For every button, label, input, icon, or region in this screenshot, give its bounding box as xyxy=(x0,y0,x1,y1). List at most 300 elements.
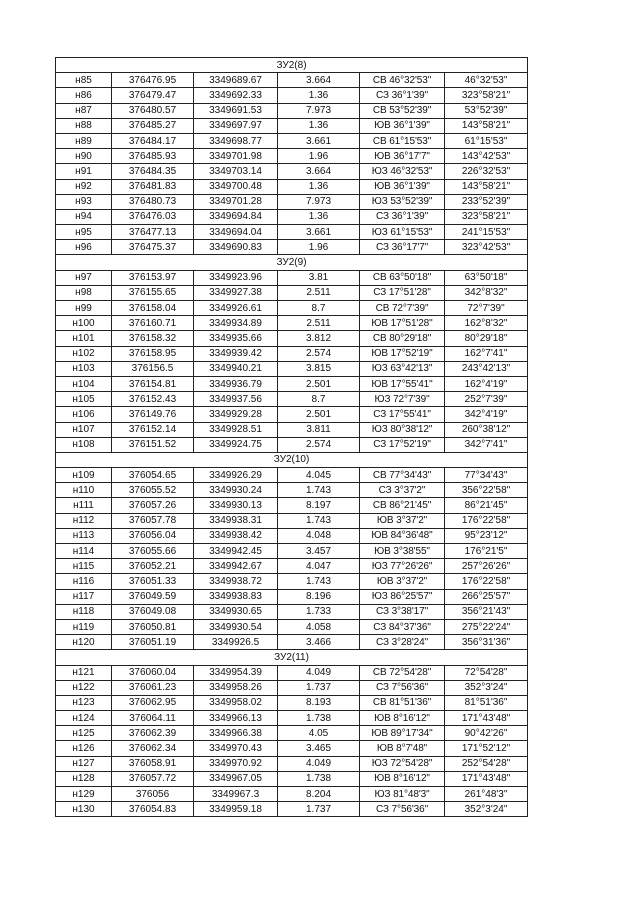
rhumb-cell: ЮЗ 72°7'39" xyxy=(360,392,445,407)
point-id-cell: н116 xyxy=(56,574,112,589)
point-id-cell: н91 xyxy=(56,164,112,179)
coord-x-cell: 376056.04 xyxy=(112,528,194,543)
point-id-cell: н129 xyxy=(56,787,112,802)
table-row xyxy=(56,787,528,802)
length-cell: 1.737 xyxy=(278,680,360,695)
table-row xyxy=(56,240,528,255)
length-cell: 2.511 xyxy=(278,285,360,300)
coord-y-cell: 3349930.24 xyxy=(194,483,278,498)
point-id-cell: н118 xyxy=(56,604,112,619)
length-cell: 4.045 xyxy=(278,468,360,483)
coord-x-cell: 376050.81 xyxy=(112,619,194,634)
table-row xyxy=(56,544,528,559)
coord-x-cell: 376055.66 xyxy=(112,544,194,559)
length-cell: 1.36 xyxy=(278,179,360,194)
length-cell: 4.05 xyxy=(278,726,360,741)
rhumb-cell: ЮЗ 81°48'3" xyxy=(360,787,445,802)
coord-x-cell: 376158.95 xyxy=(112,346,194,361)
point-id-cell: н103 xyxy=(56,361,112,376)
rhumb-cell: СЗ 3°28'24" xyxy=(360,635,445,650)
table-row xyxy=(56,665,528,680)
coord-x-cell: 376057.72 xyxy=(112,771,194,786)
table-row xyxy=(56,346,528,361)
table-row xyxy=(56,468,528,483)
rhumb-cell: ЮВ 3°37'2" xyxy=(360,574,445,589)
coord-y-cell: 3349701.98 xyxy=(194,149,278,164)
coord-x-cell: 376485.27 xyxy=(112,118,194,133)
length-cell: 2.501 xyxy=(278,407,360,422)
coordinates-table xyxy=(55,57,528,817)
table-row xyxy=(56,604,528,619)
coord-x-cell: 376480.73 xyxy=(112,194,194,209)
rhumb-cell: ЮЗ 72°54'28" xyxy=(360,756,445,771)
point-id-cell: н113 xyxy=(56,528,112,543)
table-row xyxy=(56,695,528,710)
azimuth-cell: 352°3'24" xyxy=(445,802,528,817)
rhumb-cell: ЮВ 84°36'48" xyxy=(360,528,445,543)
coord-y-cell: 3349970.43 xyxy=(194,741,278,756)
point-id-cell: н110 xyxy=(56,483,112,498)
coord-x-cell: 376061.23 xyxy=(112,680,194,695)
coord-y-cell: 3349928.51 xyxy=(194,422,278,437)
coord-x-cell: 376062.39 xyxy=(112,726,194,741)
point-id-cell: н102 xyxy=(56,346,112,361)
table-row xyxy=(56,726,528,741)
coord-x-cell: 376057.26 xyxy=(112,498,194,513)
table-row xyxy=(56,407,528,422)
azimuth-cell: 95°23'12" xyxy=(445,528,528,543)
table-row xyxy=(56,133,528,148)
coord-y-cell: 3349954.39 xyxy=(194,665,278,680)
coord-x-cell: 376054.83 xyxy=(112,802,194,817)
point-id-cell: н126 xyxy=(56,741,112,756)
rhumb-cell: СЗ 36°17'7" xyxy=(360,240,445,255)
rhumb-cell: ЮВ 3°37'2" xyxy=(360,513,445,528)
length-cell: 1.737 xyxy=(278,802,360,817)
azimuth-cell: 323°58'21" xyxy=(445,209,528,224)
coord-x-cell: 376151.52 xyxy=(112,437,194,452)
point-id-cell: н108 xyxy=(56,437,112,452)
section-title: ЗУ2(11) xyxy=(56,650,528,665)
table-row xyxy=(56,73,528,88)
rhumb-cell: СВ 53°52'39" xyxy=(360,103,445,118)
rhumb-cell: СЗ 17°52'19" xyxy=(360,437,445,452)
coord-y-cell: 3349930.13 xyxy=(194,498,278,513)
length-cell: 8.204 xyxy=(278,787,360,802)
length-cell: 8.196 xyxy=(278,589,360,604)
coord-x-cell: 376058.91 xyxy=(112,756,194,771)
section-header-row xyxy=(56,650,528,665)
point-id-cell: н111 xyxy=(56,498,112,513)
coord-x-cell: 376158.32 xyxy=(112,331,194,346)
table-row xyxy=(56,149,528,164)
point-id-cell: н112 xyxy=(56,513,112,528)
length-cell: 1.36 xyxy=(278,118,360,133)
table-row xyxy=(56,316,528,331)
length-cell: 7.973 xyxy=(278,194,360,209)
coord-y-cell: 3349958.02 xyxy=(194,695,278,710)
azimuth-cell: 162°4'19" xyxy=(445,376,528,391)
coord-y-cell: 3349690.83 xyxy=(194,240,278,255)
length-cell: 4.049 xyxy=(278,756,360,771)
azimuth-cell: 323°58'21" xyxy=(445,88,528,103)
coord-x-cell: 376051.33 xyxy=(112,574,194,589)
coord-y-cell: 3349936.79 xyxy=(194,376,278,391)
rhumb-cell: ЮВ 8°7'48" xyxy=(360,741,445,756)
rhumb-cell: СЗ 7°56'36" xyxy=(360,680,445,695)
length-cell: 3.457 xyxy=(278,544,360,559)
coord-x-cell: 376475.37 xyxy=(112,240,194,255)
azimuth-cell: 171°52'12" xyxy=(445,741,528,756)
length-cell: 3.81 xyxy=(278,270,360,285)
azimuth-cell: 171°43'48" xyxy=(445,771,528,786)
azimuth-cell: 252°54'28" xyxy=(445,756,528,771)
section-title: ЗУ2(9) xyxy=(56,255,528,270)
point-id-cell: н90 xyxy=(56,149,112,164)
coord-x-cell: 376052.21 xyxy=(112,559,194,574)
coord-y-cell: 3349701.28 xyxy=(194,194,278,209)
coord-y-cell: 3349930.54 xyxy=(194,619,278,634)
point-id-cell: н99 xyxy=(56,301,112,316)
section-title: ЗУ2(8) xyxy=(56,58,528,73)
point-id-cell: н98 xyxy=(56,285,112,300)
section-header-row xyxy=(56,452,528,467)
table-row xyxy=(56,361,528,376)
coord-y-cell: 3349694.04 xyxy=(194,225,278,240)
point-id-cell: н114 xyxy=(56,544,112,559)
coord-y-cell: 3349958.26 xyxy=(194,680,278,695)
rhumb-cell: СЗ 17°55'41" xyxy=(360,407,445,422)
coord-y-cell: 3349938.31 xyxy=(194,513,278,528)
point-id-cell: н109 xyxy=(56,468,112,483)
azimuth-cell: 260°38'12" xyxy=(445,422,528,437)
azimuth-cell: 176°22'58" xyxy=(445,574,528,589)
azimuth-cell: 90°42'26" xyxy=(445,726,528,741)
length-cell: 3.661 xyxy=(278,225,360,240)
coord-y-cell: 3349698.77 xyxy=(194,133,278,148)
coord-x-cell: 376149.76 xyxy=(112,407,194,422)
length-cell: 1.743 xyxy=(278,483,360,498)
point-id-cell: н122 xyxy=(56,680,112,695)
coord-y-cell: 3349940.21 xyxy=(194,361,278,376)
point-id-cell: н96 xyxy=(56,240,112,255)
azimuth-cell: 261°48'3" xyxy=(445,787,528,802)
coord-y-cell: 3349967.05 xyxy=(194,771,278,786)
coord-y-cell: 3349689.67 xyxy=(194,73,278,88)
azimuth-cell: 143°58'21" xyxy=(445,179,528,194)
length-cell: 1.743 xyxy=(278,574,360,589)
length-cell: 1.36 xyxy=(278,88,360,103)
coord-x-cell: 376049.08 xyxy=(112,604,194,619)
table-row xyxy=(56,711,528,726)
rhumb-cell: СЗ 36°1'39" xyxy=(360,209,445,224)
rhumb-cell: СЗ 17°51'28" xyxy=(360,285,445,300)
table-row xyxy=(56,194,528,209)
table-row xyxy=(56,741,528,756)
length-cell: 4.049 xyxy=(278,665,360,680)
point-id-cell: н128 xyxy=(56,771,112,786)
table-row xyxy=(56,88,528,103)
length-cell: 2.574 xyxy=(278,437,360,452)
rhumb-cell: СВ 46°32'53" xyxy=(360,73,445,88)
coord-x-cell: 376476.03 xyxy=(112,209,194,224)
table-row xyxy=(56,513,528,528)
coord-y-cell: 3349959.18 xyxy=(194,802,278,817)
azimuth-cell: 252°7'39" xyxy=(445,392,528,407)
azimuth-cell: 143°58'21" xyxy=(445,118,528,133)
coord-y-cell: 3349938.72 xyxy=(194,574,278,589)
azimuth-cell: 342°7'41" xyxy=(445,437,528,452)
azimuth-cell: 86°21'45" xyxy=(445,498,528,513)
length-cell: 8.7 xyxy=(278,392,360,407)
point-id-cell: н130 xyxy=(56,802,112,817)
table-row xyxy=(56,331,528,346)
azimuth-cell: 63°50'18" xyxy=(445,270,528,285)
rhumb-cell: СВ 63°50'18" xyxy=(360,270,445,285)
point-id-cell: н123 xyxy=(56,695,112,710)
rhumb-cell: ЮЗ 80°38'12" xyxy=(360,422,445,437)
point-id-cell: н100 xyxy=(56,316,112,331)
table-row xyxy=(56,680,528,695)
point-id-cell: н127 xyxy=(56,756,112,771)
rhumb-cell: ЮЗ 63°42'13" xyxy=(360,361,445,376)
table-row xyxy=(56,756,528,771)
rhumb-cell: ЮВ 17°52'19" xyxy=(360,346,445,361)
table-row xyxy=(56,301,528,316)
coord-y-cell: 3349923.96 xyxy=(194,270,278,285)
length-cell: 3.664 xyxy=(278,164,360,179)
length-cell: 3.815 xyxy=(278,361,360,376)
length-cell: 3.466 xyxy=(278,635,360,650)
point-id-cell: н86 xyxy=(56,88,112,103)
table-row xyxy=(56,619,528,634)
point-id-cell: н94 xyxy=(56,209,112,224)
point-id-cell: н89 xyxy=(56,133,112,148)
table-row xyxy=(56,498,528,513)
coord-x-cell: 376158.04 xyxy=(112,301,194,316)
rhumb-cell: ЮВ 3°38'55" xyxy=(360,544,445,559)
table-row xyxy=(56,483,528,498)
coord-y-cell: 3349929.28 xyxy=(194,407,278,422)
coordinates-table-body xyxy=(56,58,528,817)
coord-x-cell: 376153.97 xyxy=(112,270,194,285)
length-cell: 1.96 xyxy=(278,149,360,164)
point-id-cell: н104 xyxy=(56,376,112,391)
coord-x-cell: 376481.83 xyxy=(112,179,194,194)
rhumb-cell: СВ 72°7'39" xyxy=(360,301,445,316)
azimuth-cell: 241°15'53" xyxy=(445,225,528,240)
table-row xyxy=(56,179,528,194)
table-row xyxy=(56,164,528,179)
section-header-row xyxy=(56,58,528,73)
table-row xyxy=(56,285,528,300)
coord-x-cell: 376152.43 xyxy=(112,392,194,407)
coord-x-cell: 376155.65 xyxy=(112,285,194,300)
point-id-cell: н87 xyxy=(56,103,112,118)
length-cell: 3.664 xyxy=(278,73,360,88)
azimuth-cell: 72°7'39" xyxy=(445,301,528,316)
point-id-cell: н120 xyxy=(56,635,112,650)
coord-y-cell: 3349926.61 xyxy=(194,301,278,316)
coord-y-cell: 3349966.38 xyxy=(194,726,278,741)
length-cell: 7.973 xyxy=(278,103,360,118)
azimuth-cell: 275°22'24" xyxy=(445,619,528,634)
length-cell: 4.048 xyxy=(278,528,360,543)
table-row xyxy=(56,802,528,817)
azimuth-cell: 176°22'58" xyxy=(445,513,528,528)
coord-y-cell: 3349938.83 xyxy=(194,589,278,604)
point-id-cell: н107 xyxy=(56,422,112,437)
length-cell: 3.812 xyxy=(278,331,360,346)
rhumb-cell: СЗ 3°37'2" xyxy=(360,483,445,498)
coord-x-cell: 376051.19 xyxy=(112,635,194,650)
point-id-cell: н124 xyxy=(56,711,112,726)
table-row xyxy=(56,771,528,786)
table-row xyxy=(56,376,528,391)
point-id-cell: н106 xyxy=(56,407,112,422)
length-cell: 8.193 xyxy=(278,695,360,710)
coord-x-cell: 376476.95 xyxy=(112,73,194,88)
rhumb-cell: ЮВ 8°16'12" xyxy=(360,771,445,786)
azimuth-cell: 342°8'32" xyxy=(445,285,528,300)
length-cell: 8.7 xyxy=(278,301,360,316)
length-cell: 8.197 xyxy=(278,498,360,513)
coord-x-cell: 376056 xyxy=(112,787,194,802)
point-id-cell: н117 xyxy=(56,589,112,604)
coord-y-cell: 3349694.84 xyxy=(194,209,278,224)
point-id-cell: н125 xyxy=(56,726,112,741)
length-cell: 1.96 xyxy=(278,240,360,255)
coord-y-cell: 3349942.45 xyxy=(194,544,278,559)
coord-y-cell: 3349692.33 xyxy=(194,88,278,103)
table-row xyxy=(56,225,528,240)
table-row xyxy=(56,559,528,574)
azimuth-cell: 72°54'28" xyxy=(445,665,528,680)
point-id-cell: н119 xyxy=(56,619,112,634)
length-cell: 2.574 xyxy=(278,346,360,361)
azimuth-cell: 46°32'53" xyxy=(445,73,528,88)
azimuth-cell: 233°52'39" xyxy=(445,194,528,209)
rhumb-cell: СВ 77°34'43" xyxy=(360,468,445,483)
point-id-cell: н95 xyxy=(56,225,112,240)
coord-x-cell: 376055.52 xyxy=(112,483,194,498)
coord-y-cell: 3349942.67 xyxy=(194,559,278,574)
azimuth-cell: 143°42'53" xyxy=(445,149,528,164)
table-row xyxy=(56,270,528,285)
coord-x-cell: 376062.95 xyxy=(112,695,194,710)
azimuth-cell: 162°8'32" xyxy=(445,316,528,331)
table-row xyxy=(56,103,528,118)
rhumb-cell: ЮВ 36°1'39" xyxy=(360,179,445,194)
azimuth-cell: 356°21'43" xyxy=(445,604,528,619)
table-row xyxy=(56,574,528,589)
point-id-cell: н115 xyxy=(56,559,112,574)
rhumb-cell: ЮВ 36°1'39" xyxy=(360,118,445,133)
azimuth-cell: 243°42'13" xyxy=(445,361,528,376)
table-row xyxy=(56,437,528,452)
length-cell: 3.661 xyxy=(278,133,360,148)
length-cell: 1.36 xyxy=(278,209,360,224)
coord-y-cell: 3349938.42 xyxy=(194,528,278,543)
rhumb-cell: СВ 86°21'45" xyxy=(360,498,445,513)
rhumb-cell: СЗ 84°37'36" xyxy=(360,619,445,634)
azimuth-cell: 352°3'24" xyxy=(445,680,528,695)
length-cell: 1.733 xyxy=(278,604,360,619)
coord-x-cell: 376484.35 xyxy=(112,164,194,179)
rhumb-cell: ЮЗ 53°52'39" xyxy=(360,194,445,209)
length-cell: 2.501 xyxy=(278,376,360,391)
azimuth-cell: 356°22'58" xyxy=(445,483,528,498)
coord-x-cell: 376477.13 xyxy=(112,225,194,240)
azimuth-cell: 323°42'53" xyxy=(445,240,528,255)
coord-y-cell: 3349934.89 xyxy=(194,316,278,331)
azimuth-cell: 342°4'19" xyxy=(445,407,528,422)
coord-y-cell: 3349937.56 xyxy=(194,392,278,407)
table-row xyxy=(56,635,528,650)
coord-x-cell: 376485.93 xyxy=(112,149,194,164)
table-row xyxy=(56,422,528,437)
rhumb-cell: ЮВ 36°17'7" xyxy=(360,149,445,164)
rhumb-cell: ЮВ 89°17'34" xyxy=(360,726,445,741)
coord-x-cell: 376060.04 xyxy=(112,665,194,680)
coord-y-cell: 3349930.65 xyxy=(194,604,278,619)
table-row xyxy=(56,528,528,543)
coord-y-cell: 3349966.13 xyxy=(194,711,278,726)
coord-x-cell: 376062.34 xyxy=(112,741,194,756)
coord-x-cell: 376057.78 xyxy=(112,513,194,528)
rhumb-cell: ЮВ 8°16'12" xyxy=(360,711,445,726)
coord-x-cell: 376160.71 xyxy=(112,316,194,331)
rhumb-cell: СВ 81°51'36" xyxy=(360,695,445,710)
point-id-cell: н97 xyxy=(56,270,112,285)
rhumb-cell: СЗ 7°56'36" xyxy=(360,802,445,817)
coord-x-cell: 376480.57 xyxy=(112,103,194,118)
rhumb-cell: СВ 61°15'53" xyxy=(360,133,445,148)
coord-x-cell: 376152.14 xyxy=(112,422,194,437)
azimuth-cell: 171°43'48" xyxy=(445,711,528,726)
coord-y-cell: 3349926.5 xyxy=(194,635,278,650)
azimuth-cell: 53°52'39" xyxy=(445,103,528,118)
azimuth-cell: 162°7'41" xyxy=(445,346,528,361)
rhumb-cell: ЮВ 17°55'41" xyxy=(360,376,445,391)
rhumb-cell: ЮЗ 86°25'57" xyxy=(360,589,445,604)
coord-x-cell: 376484.17 xyxy=(112,133,194,148)
coord-y-cell: 3349927.38 xyxy=(194,285,278,300)
coord-y-cell: 3349924.75 xyxy=(194,437,278,452)
length-cell: 3.811 xyxy=(278,422,360,437)
length-cell: 4.058 xyxy=(278,619,360,634)
coord-x-cell: 376479.47 xyxy=(112,88,194,103)
azimuth-cell: 77°34'43" xyxy=(445,468,528,483)
table-row xyxy=(56,209,528,224)
rhumb-cell: СЗ 36°1'39" xyxy=(360,88,445,103)
azimuth-cell: 80°29'18" xyxy=(445,331,528,346)
point-id-cell: н105 xyxy=(56,392,112,407)
coord-y-cell: 3349700.48 xyxy=(194,179,278,194)
coord-y-cell: 3349939.42 xyxy=(194,346,278,361)
point-id-cell: н93 xyxy=(56,194,112,209)
rhumb-cell: ЮЗ 61°15'53" xyxy=(360,225,445,240)
point-id-cell: н85 xyxy=(56,73,112,88)
table-row xyxy=(56,392,528,407)
point-id-cell: н101 xyxy=(56,331,112,346)
coord-x-cell: 376064.11 xyxy=(112,711,194,726)
coord-y-cell: 3349970.92 xyxy=(194,756,278,771)
coord-y-cell: 3349926.29 xyxy=(194,468,278,483)
section-title: ЗУ2(10) xyxy=(56,452,528,467)
azimuth-cell: 356°31'36" xyxy=(445,635,528,650)
azimuth-cell: 257°26'26" xyxy=(445,559,528,574)
